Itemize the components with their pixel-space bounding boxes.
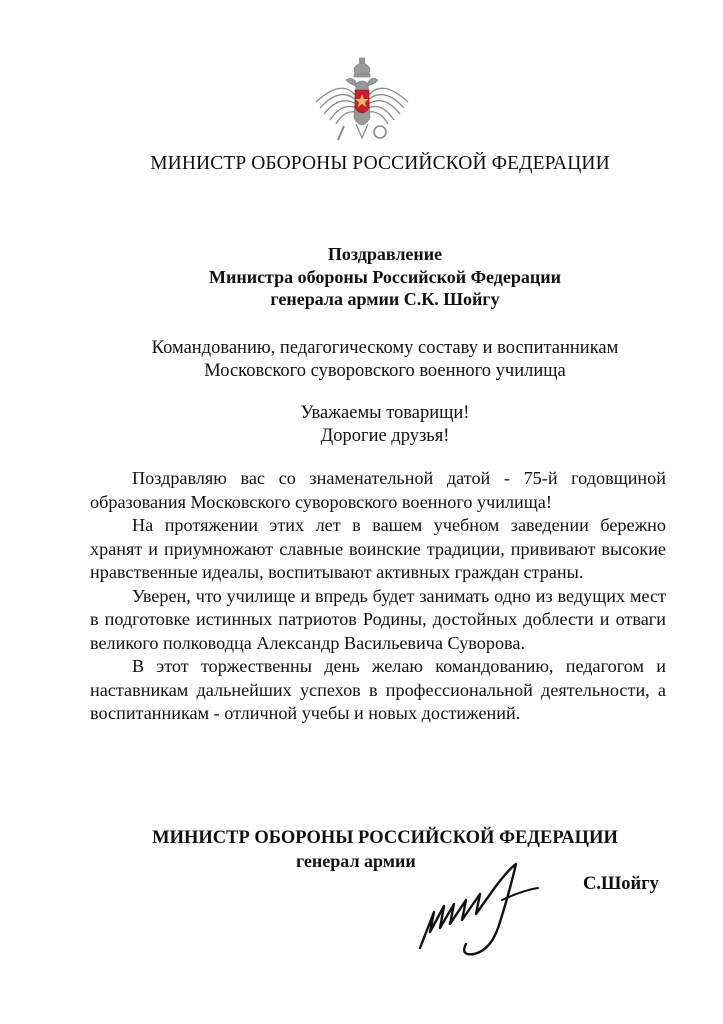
paragraph-4: В этот торжественны день желаю командованию, педагогом и наставникам дальнейших успехов в профессиональной деятельности, а воспитанникам - отличной учебы и новых достижений. xyxy=(90,656,666,723)
greeting-line-1: Уважаемы товарищи! xyxy=(300,403,470,423)
greeting xyxy=(0,402,723,447)
heading-line-1: Поздравление xyxy=(327,244,443,264)
letter-body xyxy=(90,467,666,726)
paragraph-1: Поздравляю вас со знаменательной датой - 75-й годовщиной образования Московского суворовского военного училища! xyxy=(90,468,666,512)
heading-line-3: генерала армии С.К. Шойгу xyxy=(270,289,500,309)
document-heading xyxy=(0,243,723,311)
signatory-name: С.Шойгу xyxy=(583,874,659,894)
paragraph-3: Уверен, что училище и впредь будет занимать одно из ведущих мест в подготовке истинных патриотов Родины, достойных доблести и отваги великого полководца Александр Васильевича Суворова. xyxy=(90,585,666,653)
addressee-line-1: Командованию, педагогическому составу и воспитанникам xyxy=(151,338,619,358)
greeting-line-2: Дорогие друзья! xyxy=(320,425,450,446)
addressee xyxy=(0,337,723,382)
ministry-title: МИНИСТР ОБОРОНЫ РОССИЙСКОЙ ФЕДЕРАЦИИ xyxy=(150,153,610,174)
signatory-rank: генерал армии xyxy=(296,851,416,871)
signatory-title: МИНИСТР ОБОРОНЫ РОССИЙСКОЙ ФЕДЕРАЦИИ xyxy=(152,828,618,848)
ministry-emblem-icon xyxy=(312,56,412,146)
paragraph-2: На протяжении этих лет в вашем учебном заведении бережно хранят и приумножают славные воинские традиции, прививают высокие нравственные идеалы, воспитывают активных граждан страны. xyxy=(90,515,666,582)
heading-line-2: Министра обороны Российской Федерации xyxy=(208,266,562,287)
addressee-line-2: Московского суворовского военного училища xyxy=(204,360,566,381)
handwritten-signature xyxy=(414,860,554,960)
